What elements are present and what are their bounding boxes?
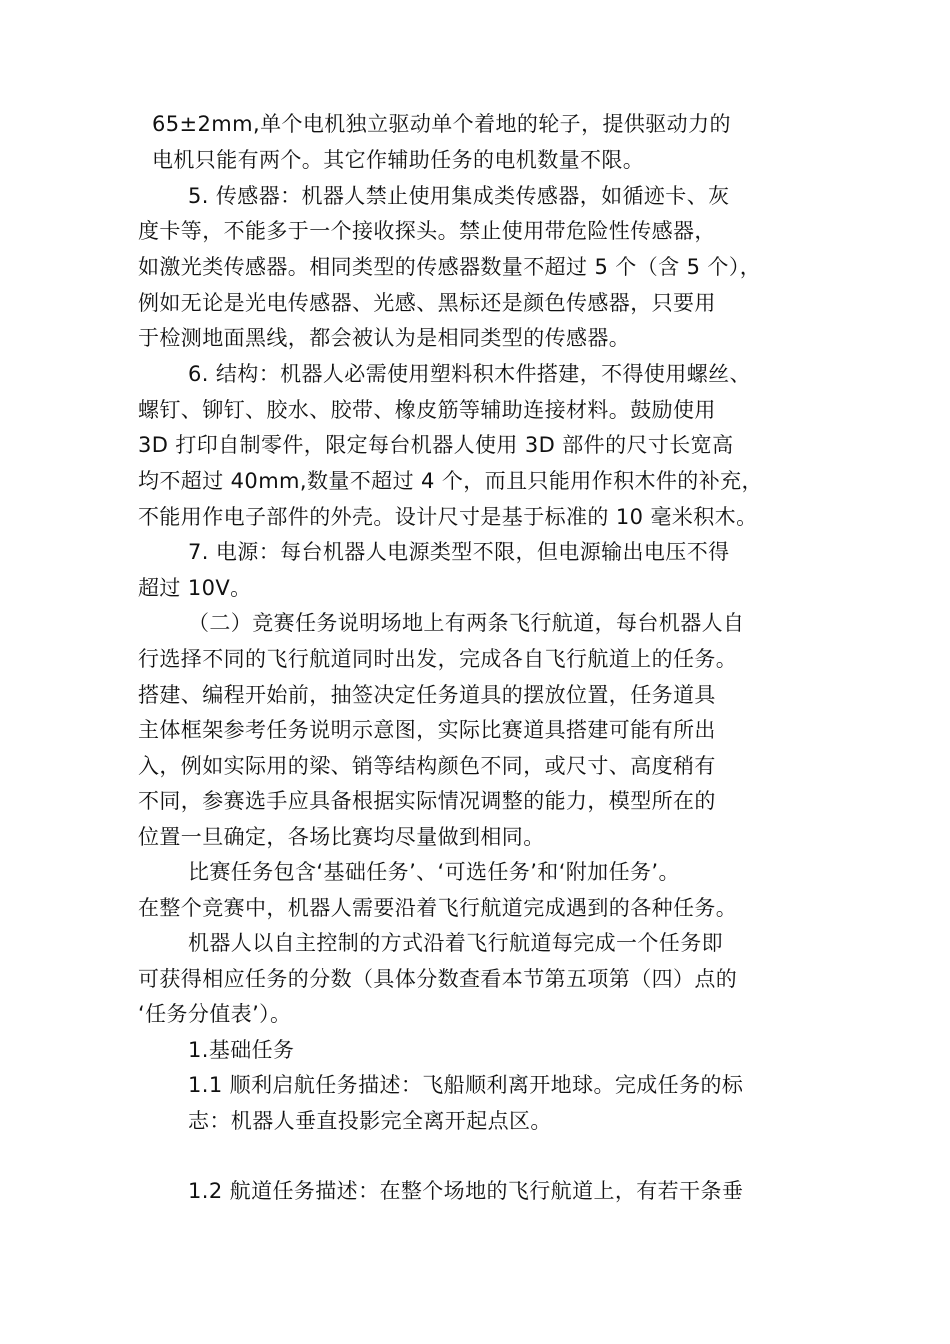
body-line: 在整个竞赛中，机器人需要沿着飞行航道完成遇到的各种任务。 xyxy=(138,896,738,920)
body-line: 电机只能有两个。其它作辅助任务的电机数量不限。 xyxy=(152,148,645,172)
body-line: 超过 10V。 xyxy=(138,576,252,600)
body-line: 度卡等，不能多于一个接收探头。禁止使用带危险性传感器， xyxy=(138,219,716,243)
task-1-2-line: 1.2 航道任务描述：在整个场地的飞行航道上，有若干条垂 xyxy=(188,1179,744,1203)
body-line: 不同，参赛选手应具备根据实际情况调整的能力，模型所在的 xyxy=(138,789,716,813)
body-line: 行选择不同的飞行航道同时出发，完成各自飞行航道上的任务。 xyxy=(138,647,738,671)
body-line: 位置一旦确定，各场比赛均尽量做到相同。 xyxy=(138,825,545,849)
list-item-structure: 6. 结构：机器人必需使用塑料积木件搭建，不得使用螺丝、 xyxy=(188,362,751,386)
task-1-1-line: 志：机器人垂直投影完全离开起点区。 xyxy=(188,1109,552,1133)
body-line: 机器人以自主控制的方式沿着飞行航道每完成一个任务即 xyxy=(188,931,723,955)
body-line: 例如无论是光电传感器、光感、黑标还是颜色传感器，只要用 xyxy=(138,291,716,315)
list-item-power: 7. 电源：每台机器人电源类型不限，但电源输出电压不得 xyxy=(188,540,730,564)
body-line: 3D 打印自制零件，限定每台机器人使用 3D 部件的尺寸长宽高 xyxy=(138,433,734,457)
task-1-1-line: 1.1 顺利启航任务描述：飞船顺利离开地球。完成任务的标 xyxy=(188,1073,744,1097)
body-line: 螺钉、铆钉、胶水、胶带、橡皮筋等辅助连接材料。鼓励使用 xyxy=(138,398,716,422)
body-line: 可获得相应任务的分数（具体分数查看本节第五项第（四）点的 xyxy=(138,967,738,991)
body-line: 如激光类传感器。相同类型的传感器数量不超过 5 个（含 5 个）， xyxy=(138,255,762,279)
body-line: 不能用作电子部件的外壳。设计尺寸是基于标准的 10 毫米积木。 xyxy=(138,505,758,529)
list-item-sensor: 5. 传感器：机器人禁止使用集成类传感器，如循迹卡、灰 xyxy=(188,184,730,208)
section-heading: （二）竞赛任务说明场地上有两条飞行航道，每台机器人自 xyxy=(188,611,745,635)
body-line: 65±2mm,单个电机独立驱动单个着地的轮子，提供驱动力的 xyxy=(152,112,731,136)
body-line: 于检测地面黑线，都会被认为是相同类型的传感器。 xyxy=(138,326,631,350)
body-line: 主体框架参考任务说明示意图，实际比赛道具搭建可能有所出 xyxy=(138,718,716,742)
subsection-heading: 1.基础任务 xyxy=(188,1038,295,1062)
body-line: 均不超过 40mm,数量不超过 4 个，而且只能用作积木件的补充， xyxy=(138,469,763,493)
body-line: 入，例如实际用的梁、销等结构颜色不同，或尺寸、高度稍有 xyxy=(138,754,716,778)
body-line: 搭建、编程开始前，抽签决定任务道具的摆放位置，任务道具 xyxy=(138,683,716,707)
body-line: 比赛任务包含‘基础任务’、‘可选任务’和‘附加任务’。 xyxy=(188,860,680,884)
body-line: ‘任务分值表’）。 xyxy=(138,1002,292,1026)
